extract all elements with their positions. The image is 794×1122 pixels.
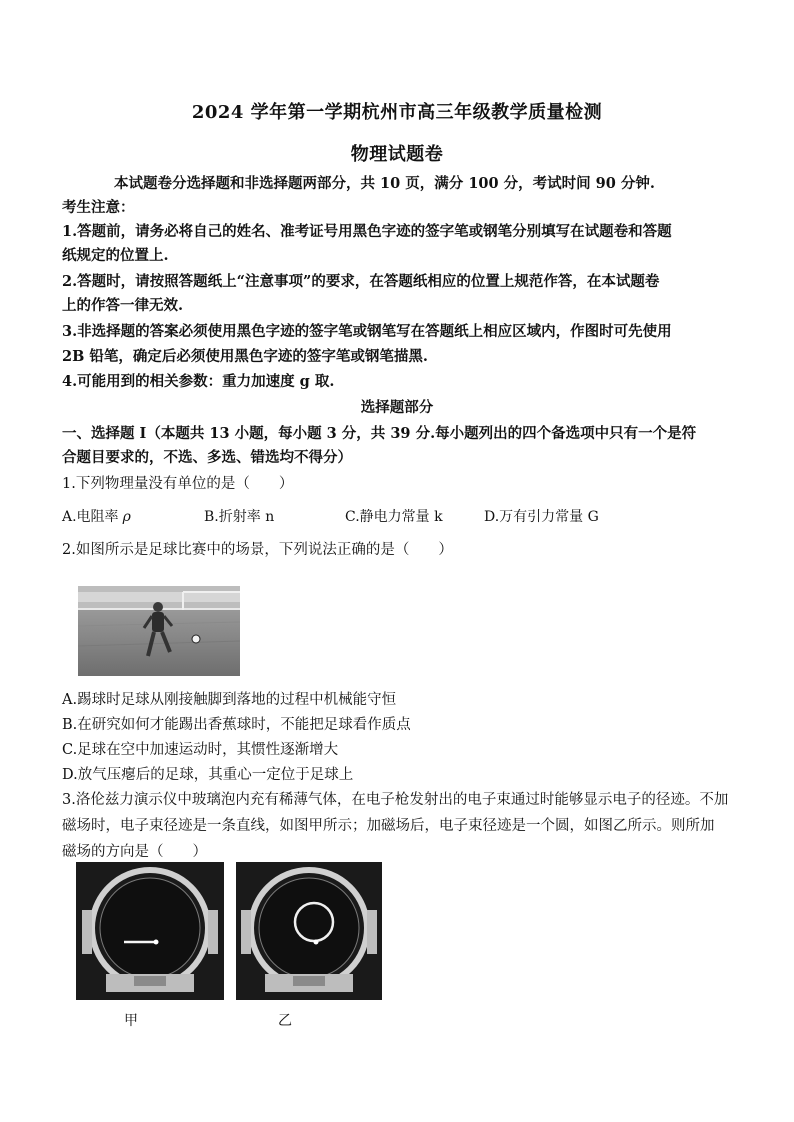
q1-option-a: A.电阻率 ρ [62, 509, 131, 525]
caption-yi: 乙 [278, 1013, 292, 1029]
q1-option-c: C.静电力常量 k [345, 509, 443, 525]
exam-subtitle: 物理试题卷 [350, 144, 444, 165]
q1-stem: 1.下列物理量没有单位的是（ ） [62, 476, 294, 492]
q3-stem: 磁场的方向是（ ） [62, 844, 207, 860]
electron-beam-straight-image [76, 862, 224, 1000]
q2-option-b: B.在研究如何才能踢出香蕉球时，不能把足球看作质点 [62, 717, 411, 733]
football-scene-image [78, 586, 240, 676]
lorentz-photo-a [76, 862, 224, 1000]
football-photo [78, 586, 240, 676]
q1-option-b: B.折射率 n [204, 509, 275, 525]
notice-line: 4.可能用到的相关参数：重力加速度 g 取. [62, 373, 335, 390]
q2-stem: 2.如图所示是足球比赛中的场景，下列说法正确的是（ ） [62, 542, 453, 558]
section-name: 选择题部分 [360, 399, 434, 416]
caption-jia: 甲 [124, 1013, 138, 1029]
notice-line: 2.答题时，请按照答题纸上“注意事项”的要求，在答题纸相应的位置上规范作答，在本试题卷 [62, 273, 660, 290]
notice-line: 上的作答一律无效. [62, 297, 184, 314]
q1-option-d: D.万有引力常量 G [484, 509, 599, 525]
q2-option-a: A.踢球时足球从刚接触脚到落地的过程中机械能守恒 [62, 692, 397, 708]
exam-title: 2024 学年第一学期杭州市高三年级教学质量检测 [191, 102, 603, 123]
notice-line: 3.非选择题的答案必须使用黑色字迹的签字笔或钢笔写在答题纸上相应区域内，作图时可先使用 [62, 323, 672, 340]
lorentz-photo-b [236, 862, 382, 1000]
q2-option-c: C.足球在空中加速运动时，其惯性逐渐增大 [62, 742, 339, 758]
electron-beam-circle-image [236, 862, 382, 1000]
section-heading: 合题目要求的，不选、多选、错选均不得分） [62, 449, 352, 466]
notice-line: 1.答题前，请务必将自己的姓名、准考证号用黑色字迹的签字笔或钢笔分别填写在试题卷和答题 [62, 223, 672, 240]
section-heading: 一、选择题 I（本题共 13 小题，每小题 3 分，共 39 分.每小题列出的四个备选项中只有一个是符 [62, 425, 697, 442]
q2-option-d: D.放气压瘪后的足球，其重心一定位于足球上 [62, 767, 354, 783]
notice-line: 2B 铅笔，确定后必须使用黑色字迹的签字笔或钢笔描黑. [62, 348, 428, 365]
notice-line: 纸规定的位置上. [62, 247, 169, 264]
intro-text: 本试题卷分选择题和非选择题两部分，共 10 页，满分 100 分，考试时间 90 分钟. [114, 175, 655, 192]
q3-stem: 3.洛伦兹力演示仪中玻璃泡内充有稀薄气体，在电子枪发射出的电子束通过时能够显示电子的径迹。不加 [62, 792, 729, 808]
notice-heading: 考生注意： [62, 199, 135, 216]
q3-stem: 磁场时，电子束径迹是一条直线，如图甲所示；加磁场后，电子束径迹是一个圆，如图乙所示。则所加 [62, 818, 715, 834]
